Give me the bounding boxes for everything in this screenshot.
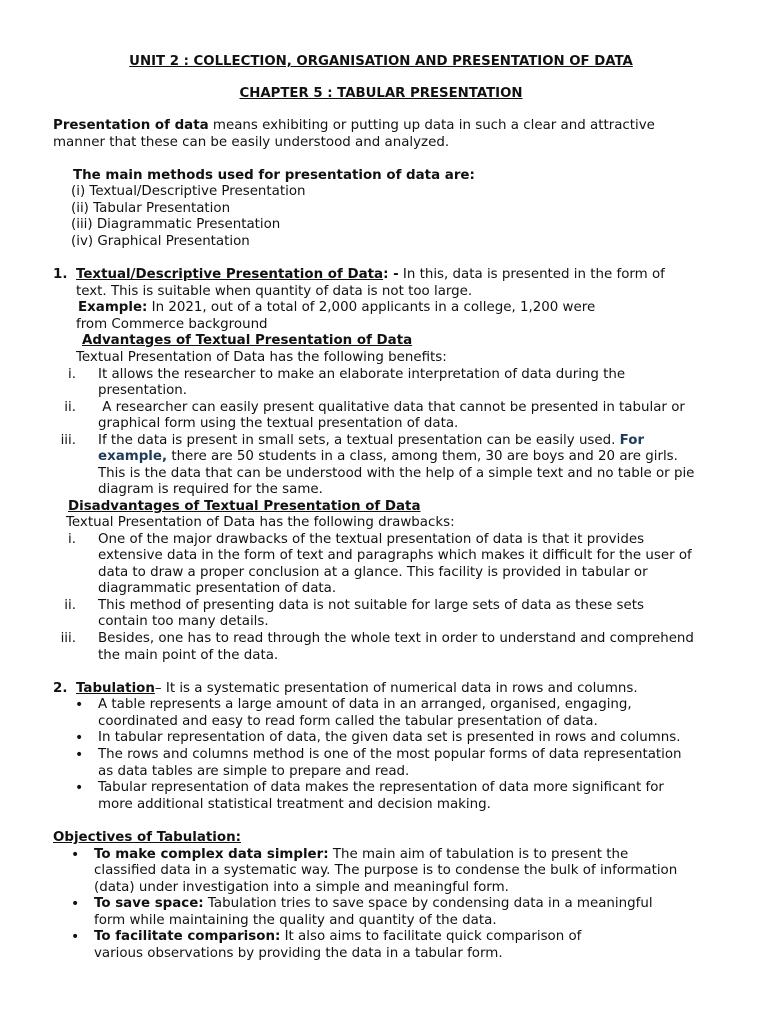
advantage-item-line: diagram is required for the same. (98, 482, 323, 497)
advantage-item-line: graphical form using the textual presentation of data. (98, 416, 459, 431)
example-text: In 2021, out of a total of 2,000 applicants in a college, 1,200 were (147, 300, 596, 315)
bullet-glyph: • (71, 847, 80, 863)
section-2-title-rest: – It is a systematic presentation of numerical data in rows and columns. (154, 681, 638, 696)
objective-line (94, 896, 653, 912)
list-marker: i. (68, 367, 76, 382)
tabulation-bullet-line: as data tables are simple to prepare and read. (98, 764, 410, 779)
objective-label: To facilitate comparison: (94, 929, 281, 944)
tabulation-bullet-line: more additional statistical treatment and decision making. (98, 797, 491, 812)
tabulation-bullet-line: Tabular representation of data makes the representation of data more significant for (98, 780, 664, 795)
bullet-glyph: • (75, 780, 84, 796)
section-1-title-line (76, 267, 665, 283)
objective-line: various observations by providing the data in a tabular form. (94, 946, 503, 961)
advantage-item-line (98, 449, 678, 465)
disadvantage-item-line: data to draw a proper conclusion at a glance. This facility is provided in tabular or (98, 565, 648, 580)
advantages-intro: Textual Presentation of Data has the following benefits: (76, 350, 447, 365)
objectives-heading: Objectives of Tabulation: (53, 830, 241, 845)
list-marker: iii. (60, 631, 76, 646)
tabulation-bullet-line: In tabular representation of data, the given data set is presented in rows and columns. (98, 730, 681, 745)
example-word: example, (98, 449, 168, 464)
advantage-text: there are 50 students in a class, among them, 30 are boys and 20 are girls. (167, 449, 678, 464)
method-item: (iii) Diagrammatic Presentation (71, 217, 281, 232)
list-marker: ii. (64, 400, 76, 415)
unit-title: UNIT 2 : COLLECTION, ORGANISATION AND PRESENTATION OF DATA (129, 54, 633, 69)
objective-line: form while maintaining the quality and quantity of the data. (94, 913, 497, 928)
bullet-glyph: • (75, 747, 84, 763)
list-marker: ii. (64, 598, 76, 613)
method-item: (ii) Tabular Presentation (71, 201, 231, 216)
bullet-glyph: • (71, 896, 80, 912)
objective-text: It also aims to facilitate quick comparison of (280, 929, 582, 944)
section-1-line-1-rest: In this, data is presented in the form of (398, 267, 665, 282)
section-1-title: Textual/Descriptive Presentation of Data (76, 267, 384, 282)
advantage-item-line: presentation. (98, 383, 188, 398)
tabulation-bullet-line: coordinated and easy to read form called the tabular presentation of data. (98, 714, 598, 729)
disadvantage-item-line: contain too many details. (98, 614, 269, 629)
advantage-item-line: This is the data that can be understood with the help of a simple text and no table or pie (98, 466, 695, 481)
disadvantage-item-line: Besides, one has to read through the whole text in order to understand and comprehend (98, 631, 694, 646)
method-item: (iv) Graphical Presentation (71, 234, 250, 249)
disadvantage-item-line: diagrammatic presentation of data. (98, 581, 337, 596)
bullet-glyph: • (75, 697, 84, 713)
section-2-title-line (76, 681, 638, 697)
chapter-title: CHAPTER 5 : TABULAR PRESENTATION (239, 86, 523, 101)
objective-text: The main aim of tabulation is to present the (328, 847, 629, 862)
bullet-glyph: • (75, 730, 84, 746)
bullet-glyph: • (71, 929, 80, 945)
disadvantage-item-line: This method of presenting data is not suitable for large sets of data as these sets (98, 598, 644, 613)
example-line-1 (78, 300, 595, 316)
advantage-item-line (98, 433, 644, 449)
disadvantage-item-line: extensive data in the form of text and paragraphs which makes it difficult for the user of (98, 548, 692, 563)
objective-line (94, 929, 581, 945)
advantage-text: If the data is present in small sets, a textual presentation can be easily used. (98, 433, 620, 448)
objective-text: Tabulation tries to save space by condensing data in a meaningful (203, 896, 653, 911)
section-2-number: 2. (53, 681, 68, 696)
disadvantages-heading: Disadvantages of Textual Presentation of Data (68, 499, 421, 514)
disadvantages-intro: Textual Presentation of Data has the following drawbacks: (66, 515, 455, 530)
objective-line (94, 847, 628, 863)
intro-line-2: manner that these can be easily understood and analyzed. (53, 135, 450, 150)
list-marker: i. (68, 532, 76, 547)
section-1-line-2: text. This is suitable when quantity of data is not too large. (76, 284, 473, 299)
section-2-title: Tabulation (76, 681, 155, 696)
disadvantage-item-line: One of the major drawbacks of the textual presentation of data is that it provides (98, 532, 645, 547)
for-example-label: For (619, 433, 645, 448)
section-1-number: 1. (53, 267, 68, 282)
intro-line-1 (53, 118, 655, 134)
section-1-title-suffix: : - (383, 267, 399, 282)
methods-heading: The main methods used for presentation of data are: (73, 168, 475, 183)
advantage-item-line: It allows the researcher to make an elaborate interpretation of data during the (98, 367, 626, 382)
objective-label: To save space: (94, 896, 204, 911)
objective-line: (data) under investigation into a simple and meaningful form. (94, 880, 509, 895)
method-item: (i) Textual/Descriptive Presentation (71, 184, 306, 199)
advantage-item-line: A researcher can easily present qualitative data that cannot be presented in tabular or (98, 400, 685, 415)
disadvantage-item-line: the main point of the data. (98, 648, 279, 663)
tabulation-bullet-line: A table represents a large amount of data in an arranged, organised, engaging, (98, 697, 632, 712)
objective-label: To make complex data simpler: (94, 847, 329, 862)
intro-line-1-rest: means exhibiting or putting up data in such a clear and attractive (208, 118, 655, 133)
example-line-2: from Commerce background (76, 317, 268, 332)
intro-term: Presentation of data (53, 118, 209, 133)
list-marker: iii. (60, 433, 76, 448)
objective-line: classified data in a systematic way. The purpose is to condense the bulk of information (94, 863, 678, 878)
tabulation-bullet-line: The rows and columns method is one of the most popular forms of data representation (98, 747, 682, 762)
example-label: Example: (78, 300, 148, 315)
advantages-heading: Advantages of Textual Presentation of Data (82, 333, 413, 348)
